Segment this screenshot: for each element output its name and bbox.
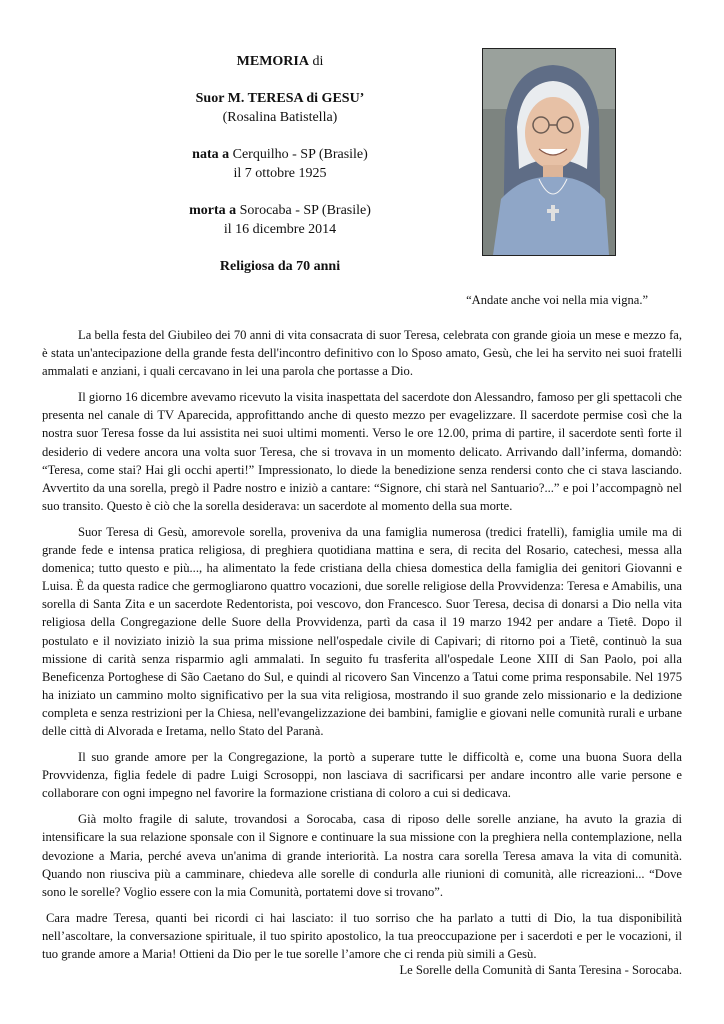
death-place: morta a Sorocaba - SP (Brasile) <box>189 203 371 218</box>
obituary-body <box>42 326 682 965</box>
portrait-image <box>483 49 615 255</box>
birth-name: (Rosalina Batistella) <box>222 110 338 125</box>
paragraph-last-day: Il giorno 16 dicembre avevamo ricevuto la visita inaspettata del sacerdote don Alessandro, famoso per gli spettacoli che presenta nel canale di TV Aparecida, approfittando anche di questo mezzo per evagelizzare. Il sacerdote permise così che la nostra suor Teresa fosse da lui assistita nei suoi ultimi momenti. Verso le ore 12.00, prima di partire, il sacerdote sentì forte il desiderio di vedere ancora una volta suor Teresa, che si trovava in un momento delicato. Arrivando dall’inferma, domandò: “Teresa, come stai? Hai gli occhi aperti!” Impressionato, lo diede la benedizione senza rendersi conto che ci stava lasciando. Avvertito da una sorella, pregò il Padre nostro e iniziò a cantare: “Signore, chi starà nel Santuario?...” e poi l’accompagnò nel suo transito. Questo è ciò che la sorella desiderava: un sacerdote al momento della sua morte. <box>42 390 682 513</box>
paragraph-jubilee: La bella festa del Giubileo dei 70 anni di vita consacrata di suor Teresa, celebrata con grande gioia un mese e mezzo fa, è stata un'antecipazione della grande festa dell'incontro definitivo con lo Sposo amato, Gesù, che lei ha servito nei suoi fratelli ammalati e anziani, i quali cercavano in lei una parola che portasse a Dio. <box>42 328 682 379</box>
birth-place: nata a Cerquilho - SP (Brasile) <box>192 147 368 162</box>
paragraph-congregation: Il suo grande amore per la Congregazione, la portò a superare tutte le difficoltà e, come una buona Suora della Provvidenza, figlia fedele di padre Luigi Scrosoppi, non lasciava di sacrificarsi per andare incontro alle varie persone e collaborare con ogni impegno nel favorire la formazione cristiana di coloro a cui si dedicava. <box>42 750 682 801</box>
memoria-title: MEMORIA di <box>236 54 324 69</box>
birth-date: il 7 ottobre 1925 <box>233 166 327 181</box>
sister-name: Suor M. TERESA di GESU’ <box>195 91 365 106</box>
paragraph-final-years: Già molto fragile di salute, trovandosi a Sorocaba, casa di riposo delle sorelle anziane, ha avuto la grazia di intensificare la sua relazione sponsale con il Signore e continuare la sua missione con la preghiera nella contemplazione, nella devozione a Maria, perché aveva un'anima di grande interiorità. La nostra cara sorella Teresa amava la vita di comunità. Quando non riusciva più a camminare, chiedeva alle sorelle di condurla alle riunioni di comunità, alle ricreazioni... “Dove sono le sorelle? Voglio essere con la mia Comunità, portatemi dove si trovano”. <box>42 812 682 899</box>
portrait-photo <box>482 48 616 256</box>
paragraph-farewell: Cara madre Teresa, quanti bei ricordi ci hai lasciato: il tuo sorriso che ha parlato a tutti di Dio, la tua disponibilità nell’ascoltare, la conversazione spirituale, il tuo spirito apostolico, la tua preoccupazione per i sacerdoti e per le vocazioni, il tuo grande amore a Maria! Ottieni da Dio per le tue sorelle l’amore che ci renda più simili a Gesù. <box>42 910 682 961</box>
signature: Le Sorelle della Comunità di Santa Teresina - Sorocaba. <box>399 963 682 977</box>
religious-years: Religiosa da 70 anni <box>219 259 341 274</box>
epigraph-quote: “Andate anche voi nella mia vigna.” <box>466 293 648 307</box>
obituary-header <box>140 52 420 276</box>
paragraph-life: Suor Teresa di Gesù, amorevole sorella, proveniva da una famiglia numerosa (tredici fratelli), famiglia umile ma di grande fede e intensa pratica religiosa, di preghiera quotidiana mattina e sera, di recita del Rosario, catechesi, messa alla domenica; tutto questo e più..., ha alimentato la fede cristiana della chiesa domestica della famiglia dei genitori Giovanni e Luisa. È da questa radice che germogliarono quattro vocazioni, due sorelle religiose della Provvidenza: Teresa e Amabilis, una sorella di Santa Zita e un sacerdote Redentorista, poi vescovo, don Francesco. Suor Teresa, decisa di donarsi a Dio nella vita religiosa della Congregazione delle Suore della Provvidenza, partì da casa il 19 marzo 1942 per andare a Tietê. Dopo il postulato e il noviziato iniziò la sua prima missione nell'ospedale civile di Capivari; di ritorno poi a Tietê, continuò la sua missione di carità senza risparmio agli ammalati. In seguito fu trasferita all'ospedale Leone XIII di San Paolo, poi alla Beneficenza Portoghese di São Caetano do Sul, e quindi al ricovero San Vincenzo a Tatui come prima responsabile. Nel 1975 ha iniziato un cammino molto significativo per la sua vita religiosa, mostrando il suo grande zelo missionario e la dedizione completa e senza restrizioni per la Chiesa, nell'evangelizzazione dei bambini, famiglie e giovani nelle comunità rurali e urbane delle città di Alvorada e Iretama, nello Stato del Paranà. <box>42 524 682 738</box>
death-date: il 16 dicembre 2014 <box>223 222 337 237</box>
